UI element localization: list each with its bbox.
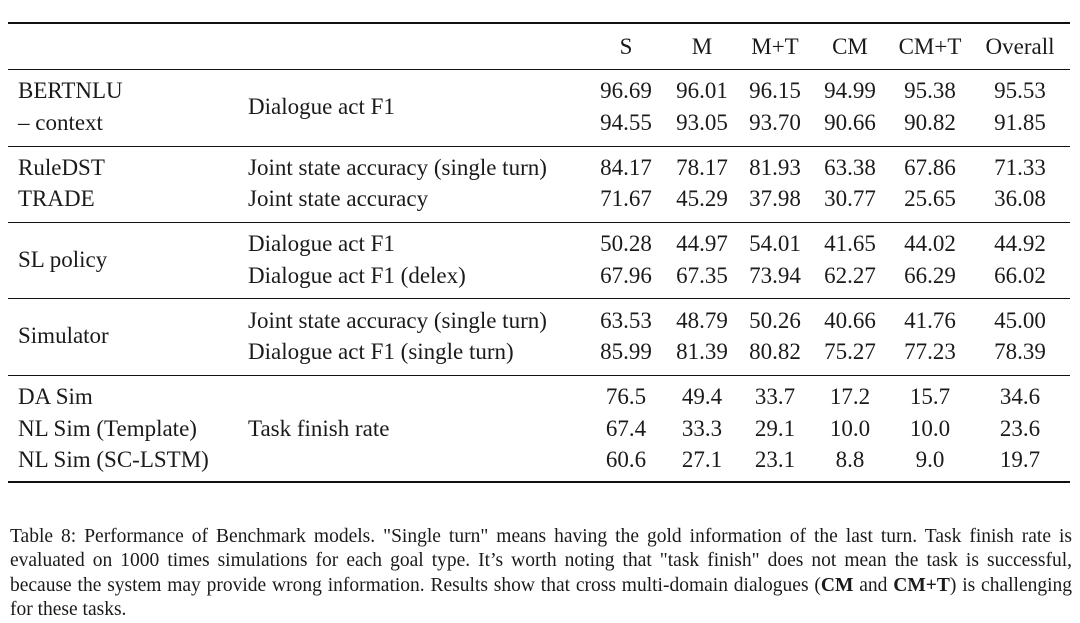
- header-cm: CM: [832, 34, 868, 59]
- table-cell: 96.15: [749, 78, 801, 103]
- table-cell: 19.7: [999, 447, 1041, 472]
- table-cell: 95.38: [904, 78, 956, 103]
- metric-joint-state-single: Joint state accuracy (single turn): [248, 155, 547, 180]
- header-m: M: [691, 34, 713, 59]
- table-cell: 44.02: [904, 231, 956, 256]
- caption-bold-cm-t: CM+T: [893, 574, 950, 596]
- table-cell: 81.93: [749, 155, 801, 180]
- bottom-rule: [8, 481, 1070, 483]
- table-cell: 81.39: [676, 339, 728, 364]
- table-cell: 94.55: [600, 110, 652, 135]
- table-cell: 78.17: [676, 155, 728, 180]
- metric-joint-state-single: Joint state accuracy (single turn): [248, 308, 547, 333]
- model-nl-sim-template: NL Sim (Template): [18, 416, 197, 441]
- table-cell: 93.05: [676, 110, 728, 135]
- table-cell: 94.99: [824, 78, 876, 103]
- header-m-t: M+T: [751, 34, 799, 59]
- header-overall: Overall: [985, 34, 1055, 59]
- table-cell: 27.1: [681, 447, 723, 472]
- metric-dialogue-act-f1: Dialogue act F1: [248, 94, 395, 119]
- table-cell: 34.6: [999, 384, 1041, 409]
- table-cell: 10.0: [909, 416, 951, 441]
- table-cell: 15.7: [909, 384, 951, 409]
- table-cell: 73.94: [749, 263, 801, 288]
- table-cell: 78.39: [994, 339, 1046, 364]
- table-caption: [10, 525, 1072, 623]
- table-cell: 37.98: [749, 186, 801, 211]
- table-cell: 44.97: [676, 231, 728, 256]
- group-rule-2: [8, 222, 1070, 223]
- table-cell: 91.85: [994, 110, 1046, 135]
- table-cell: 40.66: [824, 308, 876, 333]
- table-cell: 80.82: [749, 339, 801, 364]
- table-cell: 25.65: [904, 186, 956, 211]
- model-trade: TRADE: [18, 186, 95, 211]
- table-cell: 29.1: [754, 416, 796, 441]
- table-cell: 66.29: [904, 263, 956, 288]
- top-rule: [8, 22, 1070, 24]
- table-cell: 23.1: [754, 447, 796, 472]
- table-cell: 96.01: [676, 78, 728, 103]
- table-cell: 66.02: [994, 263, 1046, 288]
- table-cell: 54.01: [749, 231, 801, 256]
- table-cell: 67.96: [600, 263, 652, 288]
- table-cell: 63.53: [600, 308, 652, 333]
- caption-text: and: [853, 574, 894, 596]
- caption-bold-cm: CM: [820, 574, 854, 596]
- table-cell: 9.0: [915, 447, 945, 472]
- table-cell: 93.70: [749, 110, 801, 135]
- table-cell: 95.53: [994, 78, 1046, 103]
- metric-dialogue-act-f1-delex: Dialogue act F1 (delex): [248, 263, 466, 288]
- table-cell: 85.99: [600, 339, 652, 364]
- table-cell: 96.69: [600, 78, 652, 103]
- group-rule-4: [8, 375, 1070, 376]
- table-cell: 67.4: [605, 416, 647, 441]
- table-cell: 10.0: [829, 416, 871, 441]
- table-cell: 71.33: [994, 155, 1046, 180]
- table-cell: 33.7: [754, 384, 796, 409]
- model-nl-sim-sc-lstm: NL Sim (SC-LSTM): [18, 447, 209, 472]
- header-rule: [8, 69, 1070, 70]
- metric-joint-state: Joint state accuracy: [248, 186, 429, 211]
- group-rule-3: [8, 298, 1070, 299]
- model-simulator: Simulator: [18, 323, 109, 348]
- table-cell: 41.65: [824, 231, 876, 256]
- model-minus-context: – context: [18, 110, 103, 135]
- model-bertnlu: BERTNLU: [18, 78, 123, 103]
- caption-text: ) is challenging for these tasks.: [10, 574, 1073, 620]
- header-cm-t: CM+T: [898, 34, 962, 59]
- table-cell: 76.5: [605, 384, 647, 409]
- table-cell: 60.6: [605, 447, 647, 472]
- table-cell: 62.27: [824, 263, 876, 288]
- metric-task-finish-rate: Task finish rate: [248, 416, 390, 441]
- table-cell: 67.86: [904, 155, 956, 180]
- model-sl-policy: SL policy: [18, 247, 108, 272]
- model-da-sim: DA Sim: [18, 384, 93, 409]
- table-cell: 63.38: [824, 155, 876, 180]
- table-cell: 50.26: [749, 308, 801, 333]
- table-cell: 45.29: [676, 186, 728, 211]
- metric-dialogue-act-f1: Dialogue act F1: [248, 231, 395, 256]
- table-cell: 50.28: [600, 231, 652, 256]
- table-cell: 36.08: [994, 186, 1046, 211]
- metric-dialogue-act-f1-single: Dialogue act F1 (single turn): [248, 339, 514, 364]
- table-cell: 77.23: [904, 339, 956, 364]
- table-cell: 41.76: [904, 308, 956, 333]
- table-cell: 84.17: [600, 155, 652, 180]
- table-cell: 17.2: [829, 384, 871, 409]
- table-cell: 48.79: [676, 308, 728, 333]
- table-cell: 33.3: [681, 416, 723, 441]
- table-cell: 90.82: [904, 110, 956, 135]
- table-cell: 45.00: [994, 308, 1046, 333]
- table-cell: 8.8: [835, 447, 865, 472]
- table-cell: 23.6: [999, 416, 1041, 441]
- caption-text: Table 8: Performance of Benchmark models. "Single turn" means having the gold information of the last turn. Task finish rate is evaluated on 1000 times simulations for each goal type. It’s worth noting that "task finish" does not mean the task is successful, because the system may provide wrong information. Results show that cross multi-domain dialogues (: [10, 525, 1072, 596]
- table-cell: 49.4: [681, 384, 723, 409]
- table-cell: 71.67: [600, 186, 652, 211]
- table-cell: 90.66: [824, 110, 876, 135]
- table-cell: 44.92: [994, 231, 1046, 256]
- group-rule-1: [8, 146, 1070, 147]
- table-cell: 30.77: [824, 186, 876, 211]
- header-s: S: [619, 34, 633, 59]
- table-cell: 75.27: [824, 339, 876, 364]
- model-ruledst: RuleDST: [18, 155, 105, 180]
- table-cell: 67.35: [676, 263, 728, 288]
